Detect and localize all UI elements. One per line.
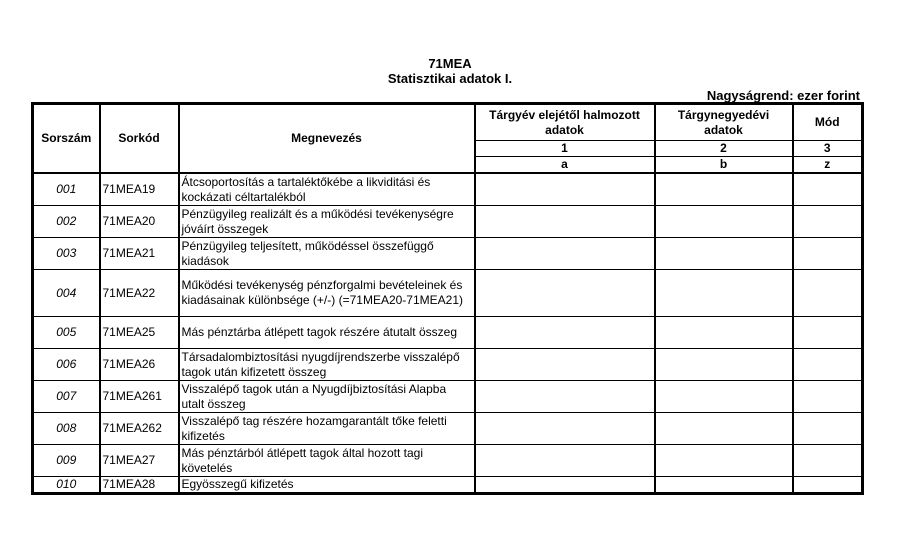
header-num1: 1 <box>475 141 655 157</box>
row-number: 008 <box>33 413 100 445</box>
row-number: 001 <box>33 173 100 206</box>
value-cell-col3[interactable] <box>793 317 863 349</box>
table-row <box>33 349 863 381</box>
row-name: Visszalépő tagok után a Nyugdíjbiztosítási Alapba utalt összeg <box>179 381 475 413</box>
table-row <box>33 206 863 238</box>
value-cell-col2[interactable] <box>655 206 793 238</box>
value-cell-col2[interactable] <box>655 270 793 317</box>
row-code: 71MEA26 <box>100 349 179 381</box>
row-number: 002 <box>33 206 100 238</box>
header-let3: z <box>793 157 863 174</box>
row-number: 007 <box>33 381 100 413</box>
value-cell-col1[interactable] <box>475 317 655 349</box>
value-cell-col1[interactable] <box>475 349 655 381</box>
header-let2: b <box>655 157 793 174</box>
row-name: Működési tevékenység pénzforgalmi bevételeinek és kiadásainak különbsége (+/-) (=71MEA20-71MEA21) <box>179 270 475 317</box>
value-cell-col2[interactable] <box>655 173 793 206</box>
header-col3: Mód <box>793 104 863 141</box>
value-cell-col2[interactable] <box>655 238 793 270</box>
row-number: 004 <box>33 270 100 317</box>
unit-label: Nagyságrend: ezer forint <box>706 88 860 103</box>
row-name: Visszalépő tag részére hozamgarantált tőke feletti kifizetés <box>179 413 475 445</box>
value-cell-col3[interactable] <box>793 349 863 381</box>
header-num3: 3 <box>793 141 863 157</box>
header-let1: a <box>475 157 655 174</box>
header-num2: 2 <box>655 141 793 157</box>
row-code: 71MEA19 <box>100 173 179 206</box>
header-col2: Tárgynegyedévi adatok <box>655 104 793 141</box>
row-code: 71MEA25 <box>100 317 179 349</box>
value-cell-col2[interactable] <box>655 413 793 445</box>
value-cell-col2[interactable] <box>655 445 793 477</box>
row-name: Más pénztárba átlépett tagok részére átutalt összeg <box>179 317 475 349</box>
value-cell-col1[interactable] <box>475 381 655 413</box>
row-code: 71MEA21 <box>100 238 179 270</box>
value-cell-col3[interactable] <box>793 238 863 270</box>
header-sorszam: Sorszám <box>33 104 100 174</box>
value-cell-col1[interactable] <box>475 445 655 477</box>
value-cell-col3[interactable] <box>793 413 863 445</box>
header-sorkod: Sorkód <box>100 104 179 174</box>
value-cell-col3[interactable] <box>793 445 863 477</box>
row-number: 010 <box>33 477 100 494</box>
table-row <box>33 270 863 317</box>
value-cell-col2[interactable] <box>655 349 793 381</box>
table-row <box>33 238 863 270</box>
row-number: 009 <box>33 445 100 477</box>
table-row <box>33 445 863 477</box>
value-cell-col3[interactable] <box>793 270 863 317</box>
header-megnevezes: Megnevezés <box>179 104 475 174</box>
row-name: Átcsoportosítás a tartaléktőkébe a likviditási és kockázati céltartalékból <box>179 173 475 206</box>
value-cell-col2[interactable] <box>655 381 793 413</box>
row-code: 71MEA28 <box>100 477 179 494</box>
table-row <box>33 317 863 349</box>
table-row <box>33 477 863 494</box>
row-code: 71MEA262 <box>100 413 179 445</box>
table-row <box>33 413 863 445</box>
value-cell-col3[interactable] <box>793 381 863 413</box>
header-col1: Tárgyév elejétől halmozott adatok <box>475 104 655 141</box>
value-cell-col1[interactable] <box>475 270 655 317</box>
value-cell-col1[interactable] <box>475 206 655 238</box>
row-code: 71MEA261 <box>100 381 179 413</box>
row-name: Társadalombiztosítási nyugdíjrendszerbe visszalépő tagok után kifizetett összeg <box>179 349 475 381</box>
row-code: 71MEA20 <box>100 206 179 238</box>
value-cell-col1[interactable] <box>475 238 655 270</box>
value-cell-col2[interactable] <box>655 317 793 349</box>
value-cell-col1[interactable] <box>475 477 655 494</box>
value-cell-col3[interactable] <box>793 206 863 238</box>
value-cell-col3[interactable] <box>793 173 863 206</box>
row-name: Más pénztárból átlépett tagok által hozott tagi követelés <box>179 445 475 477</box>
value-cell-col3[interactable] <box>793 477 863 494</box>
row-code: 71MEA27 <box>100 445 179 477</box>
row-name: Pénzügyileg teljesített, működéssel összefüggő kiadások <box>179 238 475 270</box>
row-code: 71MEA22 <box>100 270 179 317</box>
row-number: 003 <box>33 238 100 270</box>
table-row <box>33 173 863 206</box>
report-subtitle: Statisztikai adatok I. <box>387 71 513 86</box>
row-name: Egyösszegű kifizetés <box>179 477 475 494</box>
value-cell-col2[interactable] <box>655 477 793 494</box>
row-number: 006 <box>33 349 100 381</box>
value-cell-col1[interactable] <box>475 413 655 445</box>
table-row <box>33 381 863 413</box>
value-cell-col1[interactable] <box>475 173 655 206</box>
statistics-table <box>31 102 864 495</box>
row-number: 005 <box>33 317 100 349</box>
row-name: Pénzügyileg realizált és a működési tevékenységre jóváírt összegek <box>179 206 475 238</box>
report-code: 71MEA <box>428 56 472 71</box>
